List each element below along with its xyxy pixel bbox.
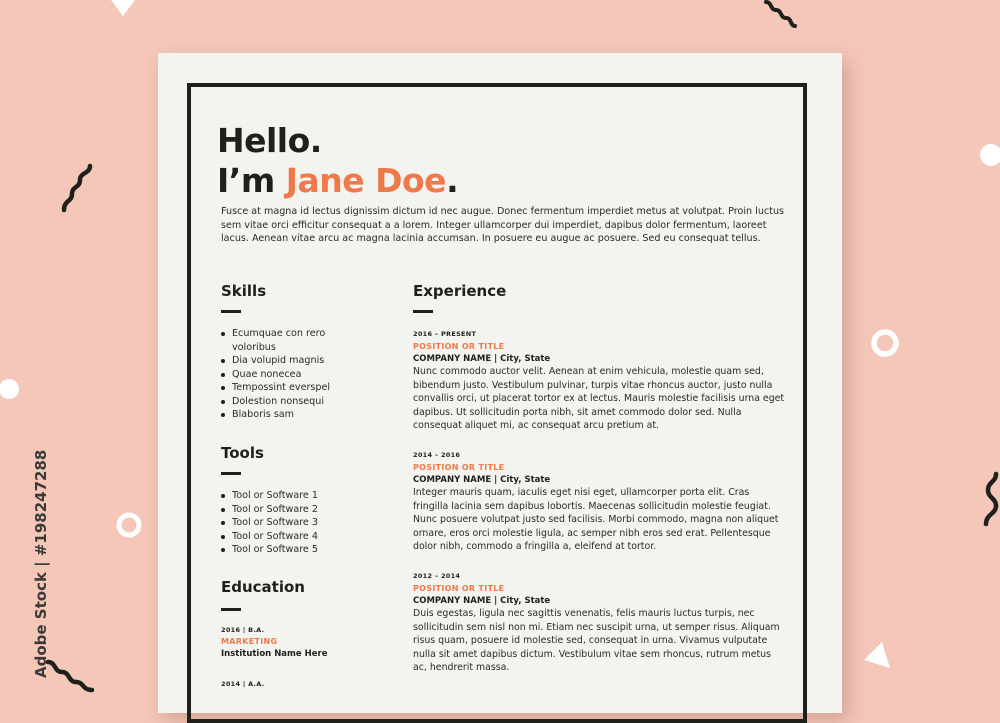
education-date: 2016 | B.A.: [221, 626, 265, 634]
job-description: Integer mauris quam, iaculis eget nisi eget, ullamcorper porta elit. Cras fringilla lacinia sem dapibus lobortis. Maecenas sollicitudin molestie feugiat. Nunc posuere volutpat justo sed facilisis. Morbi commodo, magna non aliquet ornare, eros orci molestie ligula, ac semper nibh eros sed erat. Pellentesque dolor nibh, commodo a fringilla a, eleifend at tortor.: [413, 487, 779, 552]
list-item: Tempossint everspel: [221, 381, 330, 395]
list-item: Dia volupid magnis: [221, 354, 330, 368]
list-item-continuation: voloribus: [232, 341, 276, 353]
experience-heading: Experience: [413, 282, 507, 300]
education-entry: [221, 680, 265, 688]
watermark: [4, 449, 50, 678]
squiggle-decoration: [974, 470, 1000, 530]
list-item: Tool or Software 1: [221, 489, 318, 503]
job-title: POSITION OR TITLE: [413, 584, 505, 593]
squiggle-decoration: [762, 0, 798, 30]
greeting-heading: [217, 121, 458, 201]
education-entry: [221, 626, 327, 659]
greeting-line-2: [217, 161, 458, 201]
education-heading-bar: [221, 608, 241, 611]
job-date: 2014 – 2016: [413, 451, 461, 459]
skills-list: [221, 327, 330, 422]
greeting-prefix: I’m: [217, 161, 286, 200]
education-field: MARKETING: [221, 637, 278, 646]
skills-heading: Skills: [221, 282, 267, 300]
squiggle-decoration: [44, 656, 100, 696]
watermark-text: Adobe Stock | #198247288: [32, 449, 50, 678]
triangle-decoration: [108, 0, 138, 18]
tools-heading: Tools: [221, 444, 264, 462]
circle-decoration: [978, 142, 1000, 168]
job-company: COMPANY NAME | City, State: [413, 596, 551, 606]
job-company: COMPANY NAME | City, State: [413, 354, 551, 364]
greeting-line-1: Hello.: [217, 121, 322, 160]
job-description: Nunc commodo auctor velit. Aenean at enim vehicula, molestie quam sed, bibendum justo. Vestibulum pulvinar, turpis vitae rhoncus auctor, justo nulla convallis orci, ut placerat tortor ex at lectus. Mauris molestie facilisis urna eget dapibus. Ut sollicitudin porta nibh, sit amet commodo dolor sed. Nulla consequat aliquet mi, ac consequat arcu pretium at.: [413, 366, 785, 431]
squiggle-decoration: [58, 162, 98, 218]
list-item: Tool or Software 3: [221, 516, 318, 530]
job-title: POSITION OR TITLE: [413, 463, 505, 472]
list-item: Dolestion nonsequi: [221, 395, 330, 409]
education-school: Institution Name Here: [221, 649, 328, 659]
experience-entry: [413, 330, 785, 433]
list-item: Tool or Software 5: [221, 543, 318, 557]
circle-decoration: [0, 378, 22, 400]
job-description: Duis egestas, ligula nec sagittis venenatis, felis mauris luctus turpis, nec sollicitudin sem nisl non mi. Etiam nec suscipit urna, ut semper risus. Aliquam risus quam, posuere id molestie sed, consequat in urna. Vivamus vulputate nulla sit amet dapibus dictum. Vestibulum vitae sem rhoncus, rutrum metus ac, hendrerit massa.: [413, 608, 780, 673]
experience-heading-bar: [413, 310, 433, 313]
resume-page: [158, 53, 842, 713]
experience-entry: [413, 572, 785, 675]
list-item: Blaboris sam: [221, 408, 330, 422]
candidate-name: Jane Doe: [285, 161, 447, 200]
list-item: Quae nonecea: [221, 368, 330, 382]
job-title: POSITION OR TITLE: [413, 342, 505, 351]
ring-decoration: [868, 326, 902, 360]
list-item: Tool or Software 2: [221, 503, 318, 517]
experience-entry: [413, 451, 785, 554]
job-date: 2016 – PRESENT: [413, 330, 477, 338]
list-item: Ecumquae con rero: [221, 327, 330, 341]
education-heading: Education: [221, 578, 305, 596]
education-date: 2014 | A.A.: [221, 680, 265, 688]
name-period: .: [446, 161, 459, 200]
job-date: 2012 – 2014: [413, 572, 461, 580]
list-item: Tool or Software 4: [221, 530, 318, 544]
ring-decoration: [114, 510, 144, 540]
tools-list: [221, 489, 318, 557]
intro-paragraph: Fusce at magna id lectus dignissim dictum id nec augue. Donec fermentum imperdiet metus at volutpat. Proin luctus sem vitae orci efficitur consequat a a lorem. Integer ullamcorper dui imperdiet, dapibus dolor fermentum, laoreet lacus. Aenean vitae arcu ac magna lacinia accumsan. In posuere eu augue ac posuere. Sed eu consequat tellus.: [221, 206, 785, 244]
skills-heading-bar: [221, 310, 241, 313]
triangle-decoration: [860, 638, 894, 672]
job-company: COMPANY NAME | City, State: [413, 475, 551, 485]
tools-heading-bar: [221, 472, 241, 475]
